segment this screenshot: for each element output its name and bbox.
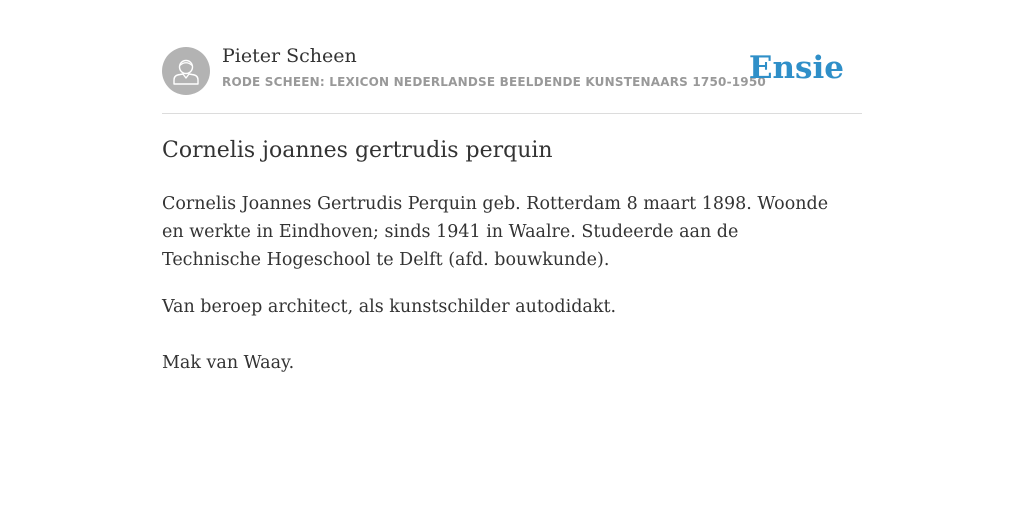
article-paragraph: Mak van Waay.	[162, 353, 295, 373]
article-card	[162, 0, 862, 373]
user-icon	[162, 47, 210, 95]
source-label[interactable]: RODE SCHEEN: LEXICON NEDERLANDSE BEELDENDE KUNSTENAARS 1750-1950	[222, 75, 766, 89]
author-name[interactable]: Pieter Scheen	[222, 45, 357, 67]
article-header	[162, 0, 862, 114]
avatar[interactable]	[162, 47, 210, 95]
article-paragraph: Cornelis Joannes Gertrudis Perquin geb. Rotterdam 8 maart 1898. Woonde en werkte in Eindhoven; sinds 1941 in Waalre. Studeerde aan de Technische Hogeschool te Delft (afd. bouwkunde).	[162, 194, 829, 270]
ensie-logo[interactable]: Ensie	[748, 50, 844, 86]
article-title: Cornelis joannes gertrudis perquin	[162, 138, 553, 163]
article-paragraph: Van beroep architect, als kunstschilder autodidakt.	[162, 297, 617, 317]
